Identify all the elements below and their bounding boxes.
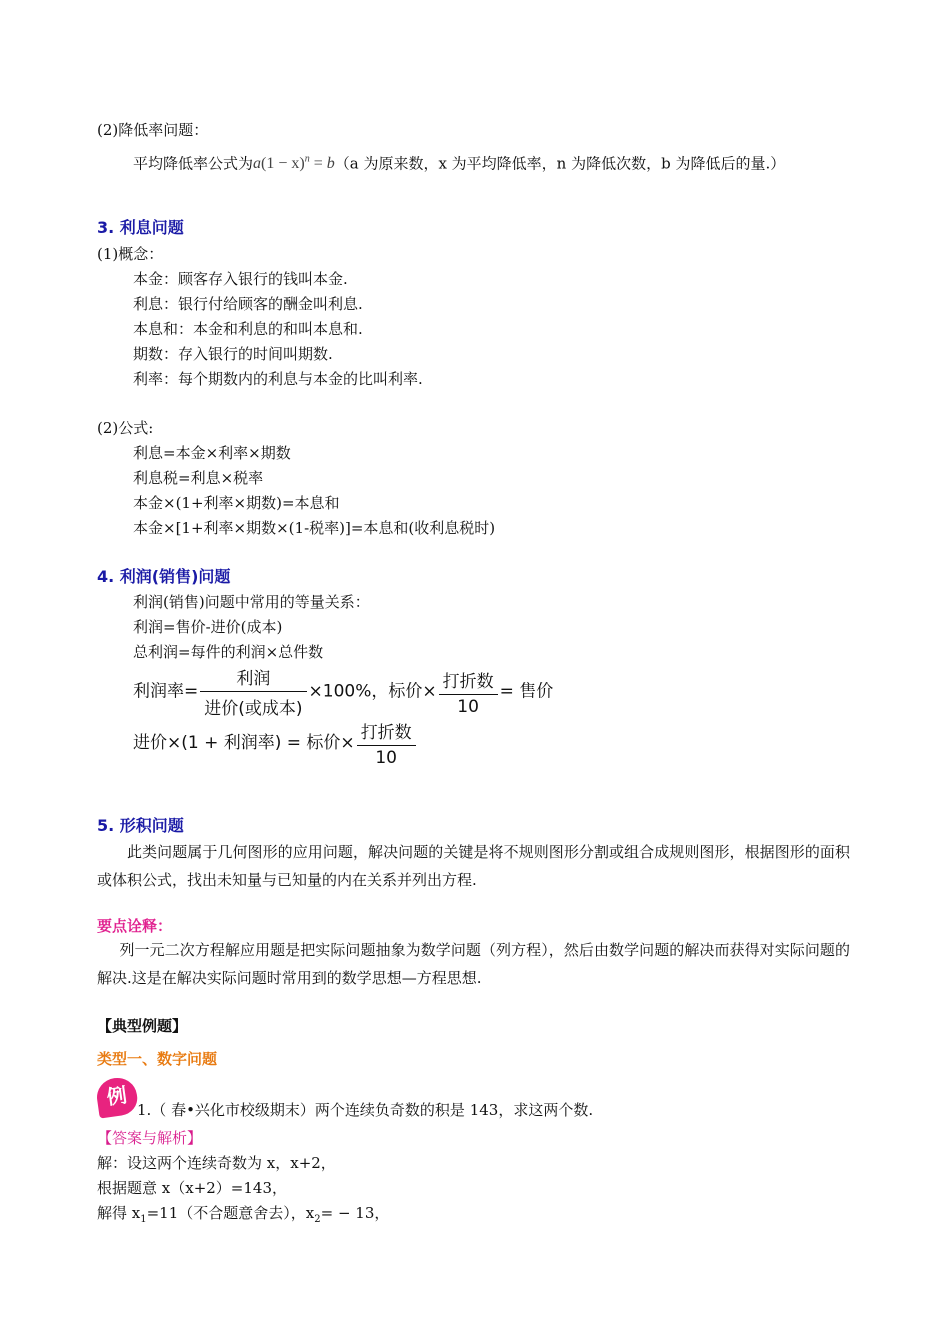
answer-title: 【答案与解析】 <box>97 1129 203 1147</box>
formula-eq: = <box>309 155 327 173</box>
fraction-discount <box>439 667 498 717</box>
solution-line: 解：设这两个连续奇数为 x，x+2， <box>97 1154 336 1172</box>
f1-den2: 10 <box>457 696 479 717</box>
sol3-sub-1: 1 <box>140 1214 147 1225</box>
sol3-part-b: =11（不合题意舍去），x <box>146 1204 315 1222</box>
concept-item: 利率：每个期数内的利息与本金的比叫利率. <box>133 370 423 388</box>
concept-heading: (1)概念： <box>97 245 164 263</box>
fraction-discount-2 <box>357 718 416 768</box>
profit-rate-formula <box>133 664 553 719</box>
profit-line: 利润(销售)问题中常用的等量关系： <box>133 593 370 611</box>
concept-item: 期数：存入银行的时间叫期数. <box>133 345 333 363</box>
profit-line: 总利润=每件的利润×总件数 <box>133 643 324 661</box>
formula-heading: (2)公式: <box>97 419 154 437</box>
sol3-part-c: = − 13， <box>320 1204 390 1222</box>
f1-num: 利润 <box>200 664 306 692</box>
profit-line: 利润=售价-进价(成本) <box>133 618 283 636</box>
key-points-body: 列一元二次方程解应用题是把实际问题抽象为数学问题（列方程），然后由数学问题的解决而获得对实际问题的解决.这是在解决实际问题时常用到的数学思想—方程思想. <box>97 941 850 987</box>
sol3-sub-2: 2 <box>314 1214 321 1225</box>
f1-mid: ×100%，标价× <box>308 681 437 702</box>
formula-prefix: 平均降低率公式为 <box>133 154 254 173</box>
formula-note: （a 为原来数，x 为平均降低率，n 为降低次数，b 为降低后的量.） <box>334 154 786 173</box>
section-3-title: 3. 利息问题 <box>97 218 184 237</box>
f2-den: 10 <box>375 748 397 768</box>
examples-section-title: 【典型例题】 <box>97 1017 188 1035</box>
concept-item: 本息和：本金和利息的和叫本息和. <box>133 320 363 338</box>
f2-lhs: 进价×(1 + 利润率) = 标价× <box>133 733 355 753</box>
f1-rhs: = 售价 <box>499 681 554 702</box>
sol3-part-a: 解得 x <box>97 1204 141 1222</box>
formula-n: n <box>304 154 310 165</box>
formula-item: 本金×(1+利率×期数)=本息和 <box>133 494 340 512</box>
concept-item: 利息：银行付给顾客的酬金叫利息. <box>133 295 363 313</box>
f1-den: 进价(或成本) <box>204 699 303 719</box>
f1-num2: 打折数 <box>439 667 498 695</box>
solution-line: 根据题意 x（x+2）=143， <box>97 1179 287 1197</box>
formula-mid: (1 − x) <box>261 155 305 173</box>
formula-b: b <box>326 155 335 173</box>
example-badge-icon: 例 <box>95 1075 140 1118</box>
decrease-rate-formula-line <box>133 150 785 174</box>
decrease-rate-heading: (2)降低率问题： <box>97 121 209 139</box>
formula-a: a <box>253 155 262 173</box>
formula-item: 利息税=利息×税率 <box>133 469 264 487</box>
formula-item: 利息=本金×利率×期数 <box>133 444 291 462</box>
fraction-profit <box>200 664 306 719</box>
concept-item: 本金：顾客存入银行的钱叫本金. <box>133 270 348 288</box>
example-question-1: 1.（ 春•兴化市校级期末）两个连续负奇数的积是 143，求这两个数. <box>137 1101 594 1119</box>
section-4-title: 4. 利润(销售)问题 <box>97 567 231 586</box>
solution-line <box>97 1203 389 1230</box>
f1-lhs: 利润率= <box>133 681 199 702</box>
section-5-title: 5. 形积问题 <box>97 816 184 835</box>
section-5-body: 此类问题属于几何图形的应用问题，解决问题的关键是将不规则图形分割或组合成规则图形，根据图形的面积或体积公式，找出未知量与已知量的内在关系并列出方程. <box>97 843 850 889</box>
type-1-title: 类型一、数字问题 <box>97 1050 218 1068</box>
cost-price-formula <box>133 718 418 768</box>
key-points-title: 要点诠释： <box>97 917 173 935</box>
formula-item: 本金×[1+利率×期数×(1-税率)]=本息和(收利息税时) <box>133 519 496 537</box>
decrease-formula <box>253 155 335 172</box>
f2-num: 打折数 <box>357 718 416 746</box>
